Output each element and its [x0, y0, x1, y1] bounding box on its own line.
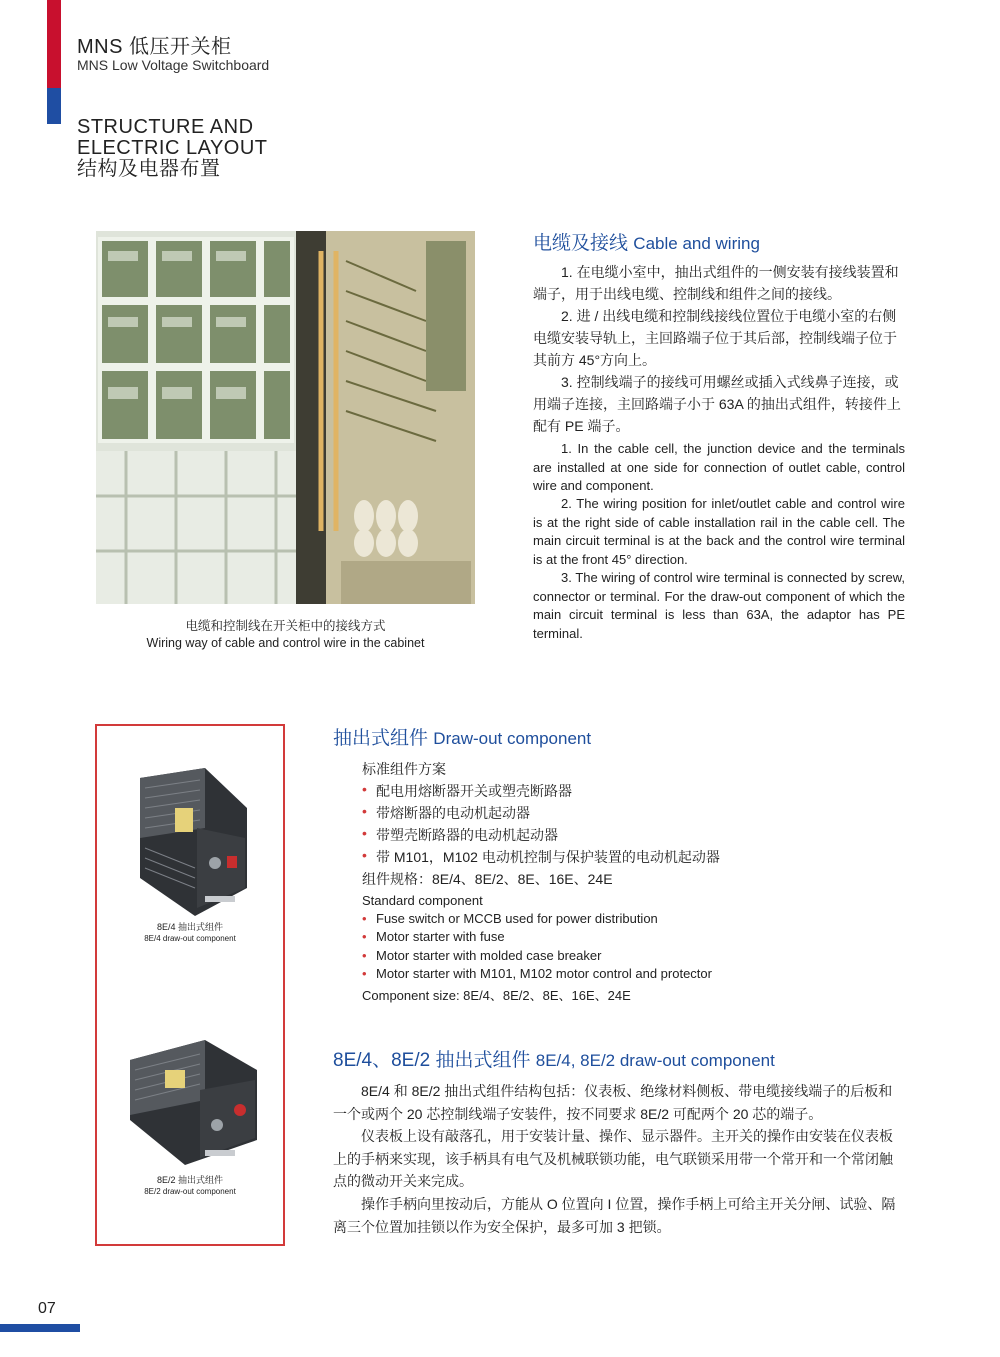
- drawout-item-en-1: • Fuse switch or MCCB used for power distribution: [362, 911, 658, 926]
- component-8e4-caption: [95, 922, 285, 944]
- component-8e4-image: [135, 768, 250, 916]
- section-title: [77, 117, 268, 180]
- header-red-strip: [47, 0, 61, 88]
- cable-wiring-heading: [533, 228, 760, 255]
- drawout-item-cn-4: • 带 M101，M102 电动机控制与保护装置的电动机起动器: [362, 847, 720, 867]
- cabinet-photo-caption: [96, 618, 475, 652]
- component-8e4-caption-en: 8E/4 draw-out component: [144, 934, 236, 943]
- drawout-item-cn-3: • 带塑壳断路器的电动机起动器: [362, 825, 558, 845]
- cable-cn-paragraph-2: 2. 进 / 出线电缆和控制线接线位置位于电缆小室的右侧电缆安装导轨上，主回路端子位于其后部，控制线端子位于其前方 45°方向上。: [533, 308, 897, 368]
- e8-paragraph-2: 仪表板上设有敲落孔，用于安装计量、操作、显示器件。主开关的操作由安装在仪表板上的手柄来实现，该手柄具有电气及机械联锁功能，电气联锁采用带一个常开和一个常闭触点的微动开关来完成。: [333, 1128, 893, 1189]
- drawout-item-cn-2: • 带熔断器的电动机起动器: [362, 803, 530, 823]
- e8-heading-en: 8E/4, 8E/2 draw-out component: [535, 1051, 775, 1070]
- section-title-line3: 结构及电器布置: [77, 158, 221, 180]
- e8-heading-cn: 8E/4、8E/2 抽出式组件: [333, 1050, 531, 1071]
- drawout-item-en-3: • Motor starter with molded case breaker: [362, 948, 601, 963]
- drawout-standard-en: Standard component: [362, 893, 483, 908]
- header-title-en: MNS Low Voltage Switchboard: [77, 57, 270, 73]
- drawout-item-en-4: • Motor starter with M101, M102 motor control and protector: [362, 966, 712, 981]
- cable-cn-paragraph-1: 1. 在电缆小室中，抽出式组件的一侧安装有接线装置和端子，用于出线电缆、控制线和组件之间的接线。: [533, 264, 899, 302]
- cable-en-paragraph-1: 1. In the cable cell, the junction device and the terminals are installed at one side for connection of outlet cable, control wire and component.: [533, 441, 905, 493]
- drawout-heading: [333, 723, 591, 750]
- drawout-heading-cn: 抽出式组件: [333, 728, 429, 749]
- component-8e2-caption: [95, 1175, 285, 1197]
- cable-en-paragraph-3: 3. The wiring of control wire terminal is connected by screw, connector or terminal. For the draw-out component of which the main circuit terminal is less than 63A, the adaptor has PE terminal.: [533, 570, 905, 641]
- component-8e2-caption-en: 8E/2 draw-out component: [144, 1187, 236, 1196]
- e8-paragraph-1: 8E/4 和 8E/2 抽出式组件结构包括：仪表板、绝缘材料侧板、带电缆接线端子的后板和一个或两个 20 芯控制线端子安装件，按不同要求 8E/2 可配两个 20 芯的端子。: [333, 1083, 893, 1122]
- cable-wiring-heading-en: Cable and wiring: [633, 234, 760, 253]
- component-8e2-image: [125, 1030, 260, 1168]
- component-8e4-caption-cn: 8E/4 抽出式组件: [156, 922, 223, 932]
- section-title-line1: STRUCTURE AND: [77, 116, 254, 138]
- header-blue-strip: [47, 88, 61, 124]
- component-8e2-illustration: [125, 1030, 260, 1168]
- cable-cn-paragraph-3: 3. 控制线端子的接线可用螺丝或插入式线鼻子连接，或用端子连接，主回路端子小于 63A 的抽出式组件，转接件上配有 PE 端子。: [533, 374, 901, 434]
- e8-paragraph-3: 操作手柄向里按动后，方能从 O 位置向 I 位置，操作手柄上可给主开关分闸、试验、隔离三个位置加挂锁以作为安全保护，最多可加 3 把锁。: [333, 1196, 896, 1235]
- drawout-item-cn-1: • 配电用熔断器开关或塑壳断路器: [362, 781, 572, 801]
- header-title-cn: MNS 低压开关柜: [77, 36, 232, 58]
- drawout-size-cn: 组件规格：8E/4、8E/2、8E、16E、24E: [362, 871, 613, 887]
- cabinet-wiring-photo: [96, 231, 475, 604]
- cabinet-photo-caption-en: Wiring way of cable and control wire in the cabinet: [146, 636, 425, 650]
- section-title-line2: ELECTRIC LAYOUT: [77, 137, 268, 159]
- e8-heading: [333, 1045, 775, 1072]
- drawout-standard-cn: 标准组件方案: [362, 761, 446, 777]
- component-8e4-illustration: [135, 768, 250, 916]
- drawout-heading-en: Draw-out component: [433, 729, 592, 748]
- page-number: 07: [38, 1300, 56, 1317]
- drawout-size-en: Component size: 8E/4、8E/2、8E、16E、24E: [362, 988, 631, 1003]
- cabinet-photo-caption-cn: 电缆和控制线在开关柜中的接线方式: [185, 619, 386, 633]
- component-8e2-caption-cn: 8E/2 抽出式组件: [156, 1175, 223, 1185]
- footer-blue-bar: [0, 1324, 80, 1332]
- cable-wiring-heading-cn: 电缆及接线: [533, 233, 629, 254]
- drawout-item-en-2: • Motor starter with fuse: [362, 929, 505, 944]
- cable-en-paragraph-2: 2. The wiring position for inlet/outlet cable and control wire is at the right side of cable installation rail in the cable cell. The main circuit terminal is at the back and the control wire terminal is at the front 45° direction.: [533, 496, 905, 567]
- cabinet-wiring-illustration: [96, 231, 475, 604]
